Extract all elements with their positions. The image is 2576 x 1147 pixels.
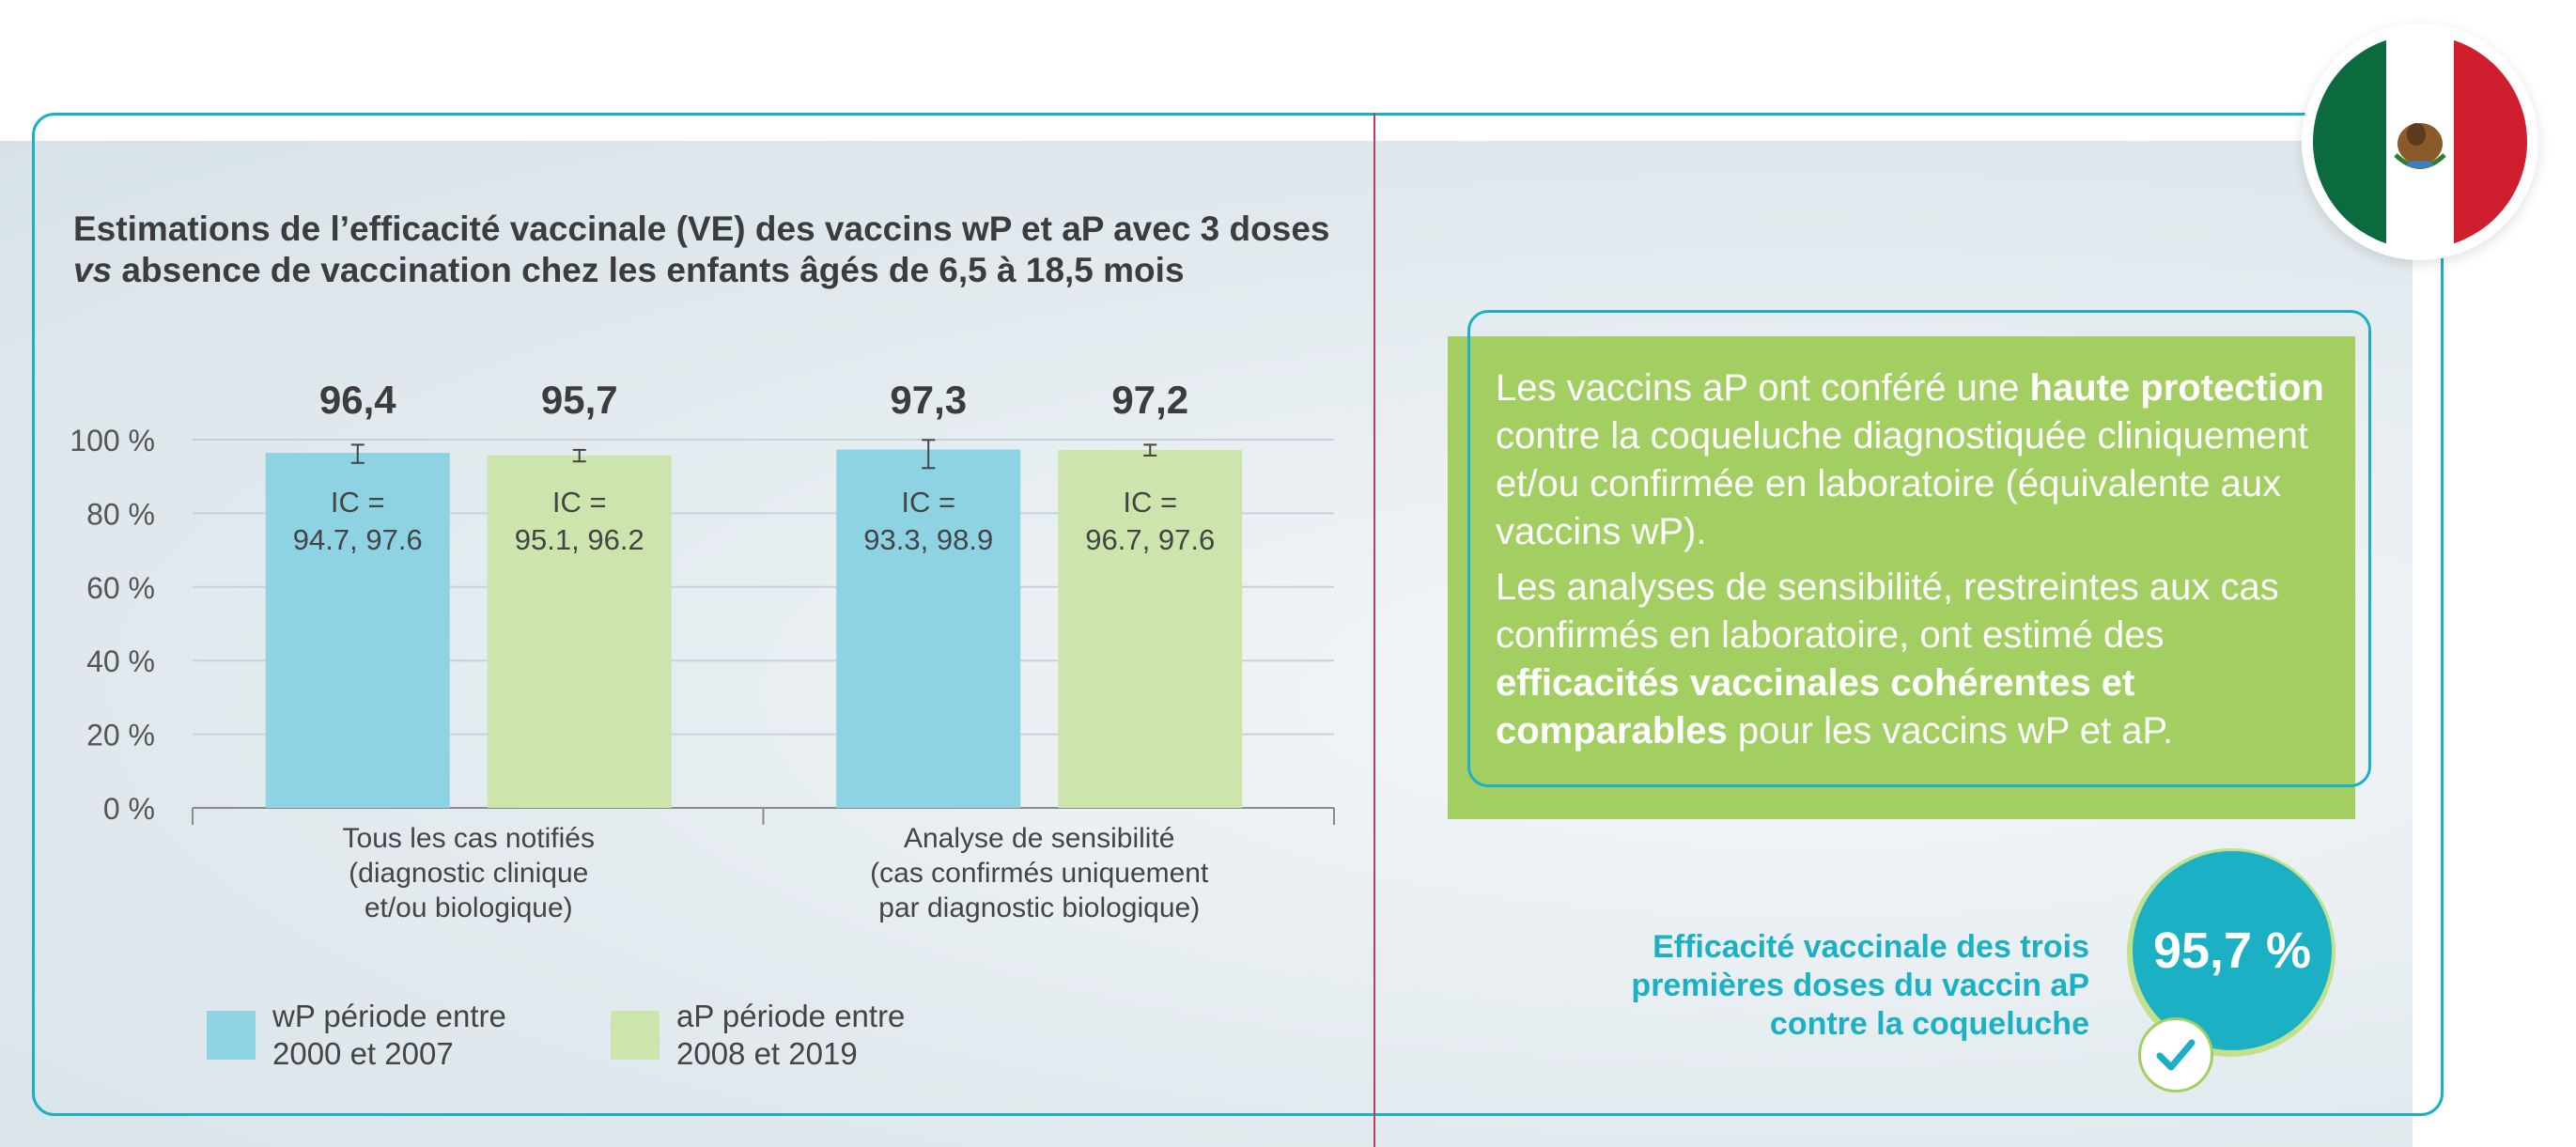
efficacy-value: 95,7 % xyxy=(2152,922,2312,979)
legend-ap-line1: aP période entre xyxy=(676,999,906,1033)
bar-value-label: 97,3 xyxy=(890,378,968,422)
category-label: Analyse de sensibilité xyxy=(903,823,1175,854)
info-p1-bold: haute protection xyxy=(2029,367,2324,409)
category-label: Tous les cas notifiés xyxy=(342,823,595,854)
y-tick-label: 100 % xyxy=(70,424,155,457)
efficacy-label-line2: premières doses du vaccin aP xyxy=(1631,968,2089,1003)
info-p1-b: contre la coqueluche diagnostiquée cliniquement et/ou confirmée en laboratoire (équivalente aux vaccins wP). xyxy=(1496,415,2309,552)
efficacy-label xyxy=(1560,928,2089,1044)
efficacy-label-line3: contre la coqueluche xyxy=(1769,1006,2089,1042)
info-p2-b: pour les vaccins wP et aP. xyxy=(1727,710,2174,752)
ci-label: 93.3, 98.9 xyxy=(863,523,994,556)
checkmark-icon xyxy=(2138,1017,2213,1093)
chart-title-line1: Estimations de l’efficacité vaccinale (VE) des vaccins wP et aP avec 3 doses xyxy=(73,209,1330,248)
chart-title-vs: vs xyxy=(73,251,113,289)
category-label: (diagnostic clinique xyxy=(349,858,589,889)
ci-label: IC = xyxy=(551,486,607,519)
y-tick-label: 0 % xyxy=(102,792,155,826)
ci-label: IC = xyxy=(1123,486,1178,519)
legend-item-wp xyxy=(207,998,554,1073)
category-label: par diagnostic biologique) xyxy=(878,892,1201,923)
category-label: et/ou biologique) xyxy=(364,892,573,923)
bar-value-label: 96,4 xyxy=(318,378,396,422)
y-tick-label: 80 % xyxy=(86,497,155,532)
chart-title-line2-rest: absence de vaccination chez les enfants âgés de 6,5 à 18,5 mois xyxy=(112,251,1185,289)
legend-label-wp xyxy=(272,998,554,1073)
category-label: (cas confirmés uniquement xyxy=(870,858,1209,889)
legend-label-ap xyxy=(676,998,958,1073)
bar-value-label: 95,7 xyxy=(540,378,618,422)
info-box-text xyxy=(1496,364,2341,763)
ci-label: 96.7, 97.6 xyxy=(1085,523,1216,556)
legend-ap-line2: 2008 et 2019 xyxy=(676,1036,858,1071)
legend-swatch-wp xyxy=(207,1011,256,1060)
y-tick-label: 60 % xyxy=(86,570,155,605)
ci-label: 95.1, 96.2 xyxy=(514,523,644,556)
vertical-divider xyxy=(1373,113,1375,1147)
y-tick-label: 20 % xyxy=(86,718,155,752)
legend-swatch-ap xyxy=(611,1011,660,1060)
bar-value-label: 97,2 xyxy=(1111,378,1189,422)
legend-wp-line1: wP période entre xyxy=(272,999,506,1033)
efficacy-label-line1: Efficacité vaccinale des trois xyxy=(1653,929,2089,965)
ci-label: IC = xyxy=(330,486,385,519)
y-tick-label: 40 % xyxy=(86,644,155,679)
mexico-flag-icon xyxy=(2302,23,2538,260)
ci-label: IC = xyxy=(901,486,956,519)
info-p2-a: Les analyses de sensibilité, restreintes aux cas confirmés en laboratoire, ont estimé des xyxy=(1496,566,2279,656)
info-p1-a: Les vaccins aP ont conféré une xyxy=(1496,367,2030,409)
legend-item-ap xyxy=(611,998,958,1073)
ci-label: 94.7, 97.6 xyxy=(292,523,423,556)
legend-wp-line2: 2000 et 2007 xyxy=(272,1036,454,1071)
info-p2-bold: efficacités vaccinales cohérentes et comparables xyxy=(1496,662,2135,752)
info-paragraph-1 xyxy=(1496,364,2341,556)
info-paragraph-2 xyxy=(1496,564,2341,755)
